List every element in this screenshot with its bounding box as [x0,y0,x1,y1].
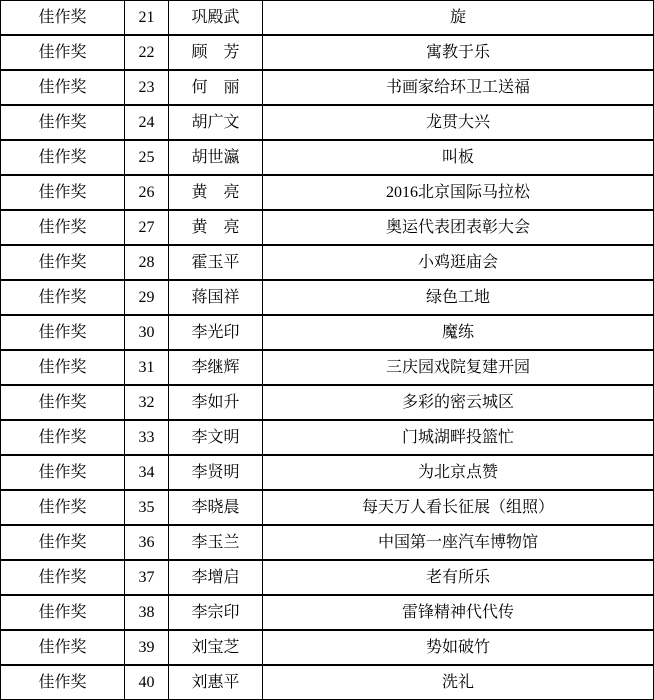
entry-number-cell: 23 [125,70,169,105]
author-name-cell: 李文明 [169,420,263,455]
table-row [1,385,654,420]
award-cell: 佳作奖 [1,210,125,245]
award-cell: 佳作奖 [1,455,125,490]
author-name-cell: 李晓晨 [169,490,263,525]
table-row [1,35,654,70]
table-row [1,105,654,140]
work-title-cell: 叫板 [263,140,654,175]
entry-number-cell: 25 [125,140,169,175]
work-title-cell: 三庆园戏院复建开园 [263,350,654,385]
author-name-cell: 李增启 [169,560,263,595]
author-name-cell: 霍玉平 [169,245,263,280]
table-row [1,210,654,245]
table-row [1,420,654,455]
author-name-cell: 刘惠平 [169,665,263,700]
award-cell: 佳作奖 [1,140,125,175]
entry-number-cell: 30 [125,315,169,350]
work-title-cell: 龙贯大兴 [263,105,654,140]
award-cell: 佳作奖 [1,350,125,385]
author-name-cell: 黄 亮 [169,210,263,245]
table-row [1,525,654,560]
author-name-cell: 李如升 [169,385,263,420]
author-name-cell: 李继辉 [169,350,263,385]
award-cell: 佳作奖 [1,245,125,280]
author-name-cell: 李贤明 [169,455,263,490]
entry-number-cell: 39 [125,630,169,665]
awards-table-body [1,1,654,700]
table-row [1,315,654,350]
award-cell: 佳作奖 [1,630,125,665]
table-row [1,665,654,700]
work-title-cell: 小鸡逛庙会 [263,245,654,280]
work-title-cell: 魔练 [263,315,654,350]
award-cell: 佳作奖 [1,1,125,36]
entry-number-cell: 29 [125,280,169,315]
table-row [1,70,654,105]
award-cell: 佳作奖 [1,490,125,525]
entry-number-cell: 35 [125,490,169,525]
entry-number-cell: 36 [125,525,169,560]
author-name-cell: 李宗印 [169,595,263,630]
table-row [1,175,654,210]
award-cell: 佳作奖 [1,560,125,595]
author-name-cell: 顾 芳 [169,35,263,70]
work-title-cell: 洗礼 [263,665,654,700]
table-row [1,630,654,665]
work-title-cell: 为北京点赞 [263,455,654,490]
author-name-cell: 蒋国祥 [169,280,263,315]
entry-number-cell: 21 [125,1,169,36]
entry-number-cell: 26 [125,175,169,210]
work-title-cell: 奥运代表团表彰大会 [263,210,654,245]
work-title-cell: 书画家给环卫工送福 [263,70,654,105]
award-cell: 佳作奖 [1,315,125,350]
entry-number-cell: 28 [125,245,169,280]
table-row [1,595,654,630]
table-row [1,1,654,36]
award-cell: 佳作奖 [1,35,125,70]
entry-number-cell: 33 [125,420,169,455]
work-title-cell: 老有所乐 [263,560,654,595]
author-name-cell: 黄 亮 [169,175,263,210]
author-name-cell: 胡广文 [169,105,263,140]
work-title-cell: 多彩的密云城区 [263,385,654,420]
award-cell: 佳作奖 [1,595,125,630]
table-row [1,350,654,385]
work-title-cell: 雷锋精神代代传 [263,595,654,630]
table-row [1,280,654,315]
table-row [1,140,654,175]
work-title-cell: 门城湖畔投篮忙 [263,420,654,455]
author-name-cell: 胡世瀛 [169,140,263,175]
entry-number-cell: 37 [125,560,169,595]
award-cell: 佳作奖 [1,175,125,210]
entry-number-cell: 38 [125,595,169,630]
entry-number-cell: 24 [125,105,169,140]
entry-number-cell: 31 [125,350,169,385]
work-title-cell: 旋 [263,1,654,36]
entry-number-cell: 32 [125,385,169,420]
award-cell: 佳作奖 [1,280,125,315]
author-name-cell: 李玉兰 [169,525,263,560]
work-title-cell: 绿色工地 [263,280,654,315]
author-name-cell: 何 丽 [169,70,263,105]
entry-number-cell: 22 [125,35,169,70]
work-title-cell: 势如破竹 [263,630,654,665]
work-title-cell: 2016北京国际马拉松 [263,175,654,210]
table-row [1,455,654,490]
award-cell: 佳作奖 [1,420,125,455]
award-cell: 佳作奖 [1,70,125,105]
entry-number-cell: 34 [125,455,169,490]
entry-number-cell: 27 [125,210,169,245]
work-title-cell: 寓教于乐 [263,35,654,70]
table-row [1,245,654,280]
work-title-cell: 每天万人看长征展（组照） [263,490,654,525]
award-cell: 佳作奖 [1,525,125,560]
award-cell: 佳作奖 [1,385,125,420]
work-title-cell: 中国第一座汽车博物馆 [263,525,654,560]
entry-number-cell: 40 [125,665,169,700]
author-name-cell: 李光印 [169,315,263,350]
award-cell: 佳作奖 [1,105,125,140]
table-row [1,490,654,525]
award-cell: 佳作奖 [1,665,125,700]
author-name-cell: 巩殿武 [169,1,263,36]
table-row [1,560,654,595]
author-name-cell: 刘宝芝 [169,630,263,665]
